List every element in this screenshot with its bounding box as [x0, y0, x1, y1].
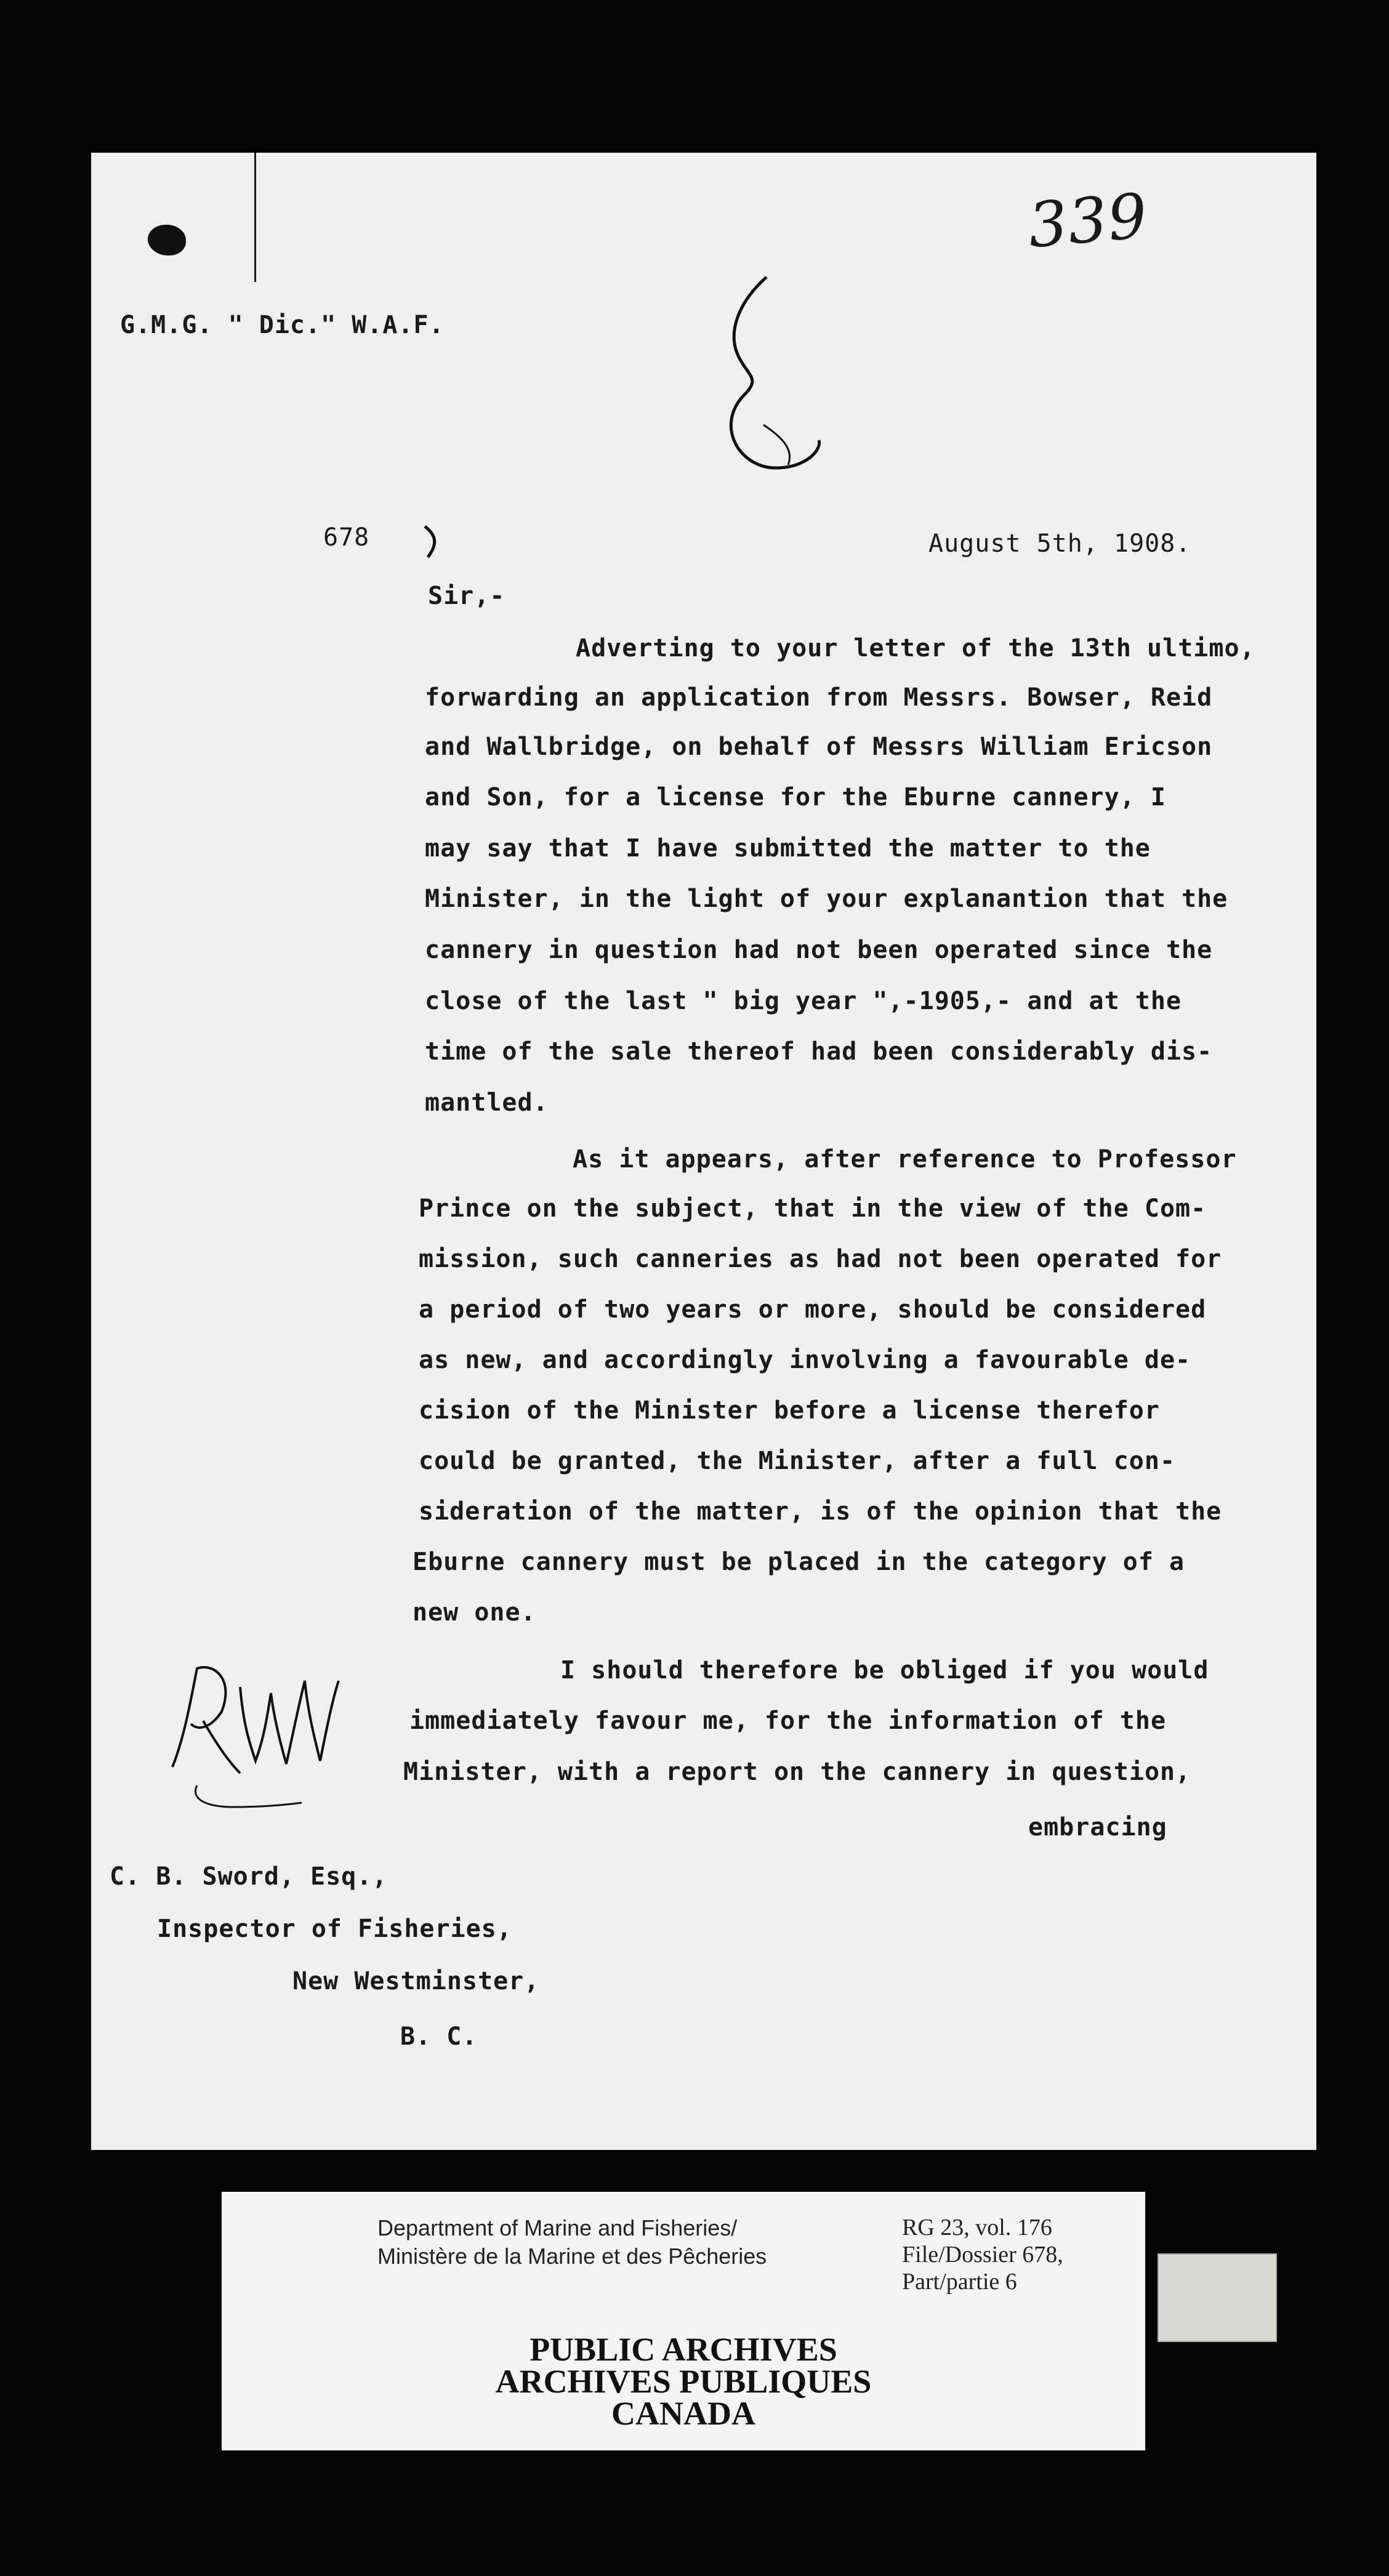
- label-reference: [902, 2214, 1136, 2295]
- body-line: immediately favour me, for the information of the: [409, 1707, 1167, 1735]
- body-line: could be granted, the Minister, after a full con-: [419, 1447, 1176, 1475]
- label-ref-line1: RG 23, vol. 176: [902, 2215, 1052, 2240]
- body-line: Minister, in the light of your explanantion that the: [425, 885, 1228, 913]
- addressee-title: Inspector of Fisheries,: [157, 1915, 512, 1943]
- body-line: Eburne cannery must be placed in the category of a: [413, 1548, 1185, 1576]
- signature-initials: [148, 1644, 351, 1829]
- body-line: new one.: [413, 1598, 536, 1627]
- salutation: Sir,-: [428, 582, 505, 610]
- addressee-province: B. C.: [400, 2023, 478, 2051]
- body-line: I should therefore be obliged if you would: [560, 1656, 1209, 1684]
- body-line: cannery in question had not been operated since the: [425, 936, 1213, 964]
- file-number: 678: [323, 523, 370, 552]
- body-line: and Wallbridge, on behalf of Messrs William Ericson: [425, 733, 1213, 761]
- letter-date: August 5th, 1908.: [928, 529, 1191, 558]
- body-line: close of the last " big year ",-1905,- and at the: [425, 987, 1182, 1015]
- addressee-city: New Westminster,: [292, 1967, 540, 1995]
- archives-line2: ARCHIVES PUBLIQUES: [495, 2363, 872, 2400]
- body-line: As it appears, after reference to Professor: [573, 1145, 1237, 1173]
- body-line: as new, and accordingly involving a favourable de-: [419, 1346, 1191, 1374]
- label-department-fr: Ministère de la Marine et des Pêcheries: [377, 2244, 767, 2269]
- body-line: mantled.: [425, 1089, 549, 1117]
- body-line: Prince on the subject, that in the view of the Com-: [419, 1194, 1207, 1223]
- body-line: embracing: [1028, 1813, 1167, 1841]
- body-line: may say that I have submitted the matter to the: [425, 834, 1151, 863]
- file-tab: [1158, 2253, 1277, 2342]
- body-line: time of the sale thereof had been considerably dis-: [425, 1037, 1213, 1066]
- archives-line3: CANADA: [611, 2395, 755, 2432]
- body-line: a period of two years or more, should be considered: [419, 1295, 1207, 1324]
- body-line: Adverting to your letter of the 13th ultimo,: [576, 634, 1255, 662]
- archives-stamp: [222, 2331, 1145, 2432]
- folio-number: 339: [1025, 179, 1151, 262]
- body-line: and Son, for a license for the Eburne cannery, I: [425, 783, 1166, 811]
- label-ref-line3: Part/partie 6: [902, 2269, 1017, 2295]
- body-line: Minister, with a report on the cannery in question,: [403, 1758, 1191, 1786]
- body-line: cision of the Minister before a license therefor: [419, 1396, 1160, 1425]
- handwritten-e-mark: [696, 265, 837, 511]
- label-ref-line2: File/Dossier 678,: [902, 2242, 1063, 2268]
- label-department-en: Department of Marine and Fisheries/: [377, 2215, 738, 2240]
- body-line: mission, such canneries as had not been operated for: [419, 1245, 1222, 1273]
- reference-initials: G.M.G. " Dic." W.A.F.: [120, 311, 445, 339]
- body-line: forwarding an application from Messrs. Bowser, Reid: [425, 683, 1213, 712]
- check-mark: [419, 520, 456, 563]
- addressee-name: C. B. Sword, Esq.,: [110, 1862, 388, 1891]
- archives-line1: PUBLIC ARCHIVES: [529, 2331, 837, 2368]
- body-line: sideration of the matter, is of the opinion that the: [419, 1497, 1222, 1526]
- punch-hole: [148, 225, 186, 256]
